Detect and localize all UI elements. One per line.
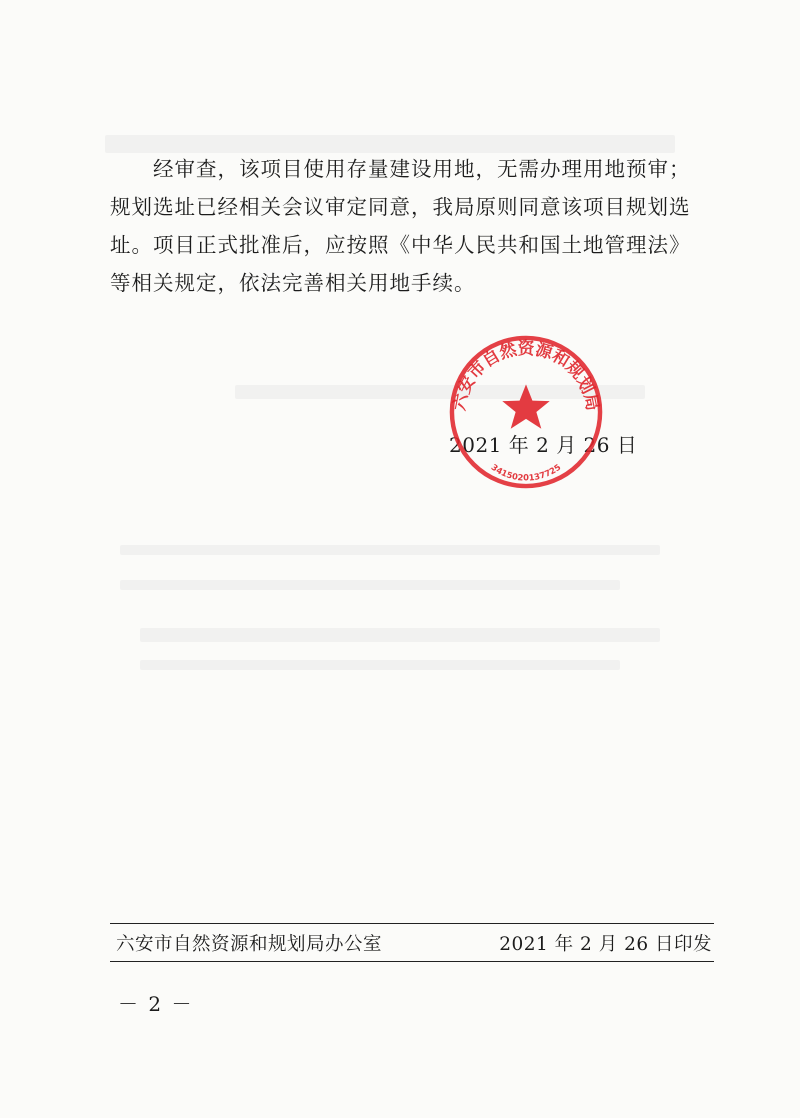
bleed-through-mark bbox=[120, 545, 660, 555]
body-paragraph: 经审查，该项目使用存量建设用地，无需办理用地预审；规划选址已经相关会议审定同意，我局原则同意该项目规划选址。项目正式批准后，应按照《中华人民共和国土地管理法》等相关规定，依法完善相关用地手续。 bbox=[110, 157, 691, 295]
seal-star bbox=[502, 384, 549, 428]
bleed-through-mark bbox=[140, 660, 620, 670]
seal-org-name: 六安市自然资源和规划局 bbox=[448, 338, 604, 413]
footer-issue-date: 2021 年 2 月 26 日印发 bbox=[499, 934, 712, 955]
bleed-through-mark bbox=[140, 628, 660, 642]
seal-code: 3415020137725 bbox=[489, 461, 563, 483]
bleed-through-mark bbox=[120, 580, 620, 590]
signature-date: 2021 年 2 月 26 日 bbox=[449, 433, 638, 457]
official-seal bbox=[447, 333, 605, 491]
footer-issuing-office: 六安市自然资源和规划局办公室 bbox=[116, 934, 383, 955]
footer-rule-bottom bbox=[110, 961, 714, 962]
page-number: － 2 － bbox=[118, 992, 194, 1016]
footer-rule-top bbox=[110, 923, 714, 924]
body-text bbox=[110, 150, 710, 302]
